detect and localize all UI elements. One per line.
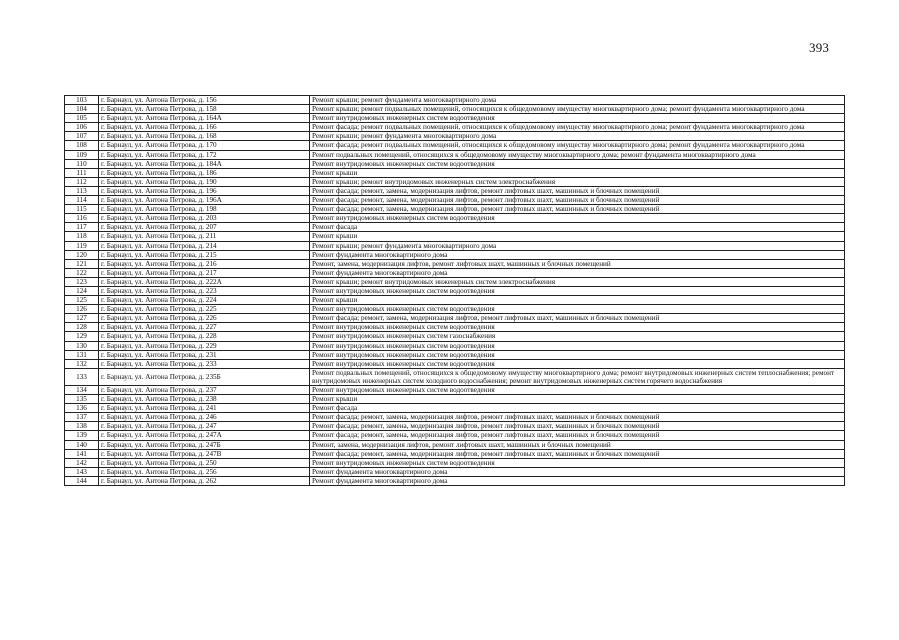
address-cell: г. Барнаул, ул. Антона Петрова, д. 198: [99, 205, 310, 214]
address-cell: г. Барнаул, ул. Антона Петрова, д. 241: [99, 404, 310, 413]
row-number-cell: 106: [65, 123, 99, 132]
address-cell: г. Барнаул, ул. Антона Петрова, д. 217: [99, 268, 310, 277]
address-cell: г. Барнаул, ул. Антона Петрова, д. 170: [99, 141, 310, 150]
works-cell: Ремонт фасада; ремонт, замена, модернизация лифтов, ремонт лифтовых шахт, машинных и блочных помещений: [310, 314, 845, 323]
works-cell: Ремонт фундамента многоквартирного дома: [310, 250, 845, 259]
row-number-cell: 116: [65, 214, 99, 223]
works-cell: Ремонт, замена, модернизация лифтов, ремонт лифтовых шахт, машинных и блочных помещений: [310, 440, 845, 449]
address-cell: г. Барнаул, ул. Антона Петрова, д. 222А: [99, 277, 310, 286]
row-number-cell: 108: [65, 141, 99, 150]
address-cell: г. Барнаул, ул. Антона Петрова, д. 235Б: [99, 368, 310, 385]
works-cell: Ремонт фасада; ремонт, замена, модернизация лифтов, ремонт лифтовых шахт, машинных и блочных помещений: [310, 205, 845, 214]
address-cell: г. Барнаул, ул. Антона Петрова, д. 229: [99, 341, 310, 350]
table-row: [65, 186, 845, 195]
address-cell: г. Барнаул, ул. Антона Петрова, д. 223: [99, 286, 310, 295]
row-number-cell: 133: [65, 368, 99, 385]
table-row: [65, 250, 845, 259]
row-number-cell: 120: [65, 250, 99, 259]
table-row: [65, 422, 845, 431]
table-row: [65, 205, 845, 214]
row-number-cell: 136: [65, 404, 99, 413]
table-row: [65, 223, 845, 232]
works-cell: Ремонт фасада; ремонт, замена, модернизация лифтов, ремонт лифтовых шахт, машинных и блочных помещений: [310, 422, 845, 431]
row-number-cell: 126: [65, 305, 99, 314]
address-cell: г. Барнаул, ул. Антона Петрова, д. 215: [99, 250, 310, 259]
works-cell: Ремонт внутридомовых инженерных систем водоотведения: [310, 458, 845, 467]
table-row: [65, 150, 845, 159]
works-cell: Ремонт подвальных помещений, относящихся к общедомовому имуществу многоквартирного дома; ремонт фундамента многоквартирного дома: [310, 150, 845, 159]
row-number-cell: 112: [65, 177, 99, 186]
works-cell: Ремонт внутридомовых инженерных систем водоотведения: [310, 286, 845, 295]
row-number-cell: 140: [65, 440, 99, 449]
works-cell: Ремонт внутридомовых инженерных систем водоотведения: [310, 350, 845, 359]
row-number-cell: 117: [65, 223, 99, 232]
row-number-cell: 121: [65, 259, 99, 268]
table-row: [65, 114, 845, 123]
row-number-cell: 107: [65, 132, 99, 141]
table-row: [65, 440, 845, 449]
row-number-cell: 115: [65, 205, 99, 214]
row-number-cell: 111: [65, 168, 99, 177]
works-cell: Ремонт фасада; ремонт, замена, модернизация лифтов, ремонт лифтовых шахт, машинных и блочных помещений: [310, 413, 845, 422]
row-number-cell: 123: [65, 277, 99, 286]
address-cell: г. Барнаул, ул. Антона Петрова, д. 216: [99, 259, 310, 268]
works-cell: Ремонт фасада: [310, 223, 845, 232]
works-cell: Ремонт крыши; ремонт внутридомовых инженерных систем электроснабжения: [310, 277, 845, 286]
address-cell: г. Барнаул, ул. Антона Петрова, д. 186: [99, 168, 310, 177]
row-number-cell: 113: [65, 186, 99, 195]
table-row: [65, 123, 845, 132]
table-row: [65, 323, 845, 332]
address-cell: г. Барнаул, ул. Антона Петрова, д. 207: [99, 223, 310, 232]
address-cell: г. Барнаул, ул. Антона Петрова, д. 228: [99, 332, 310, 341]
works-cell: Ремонт внутридомовых инженерных систем газоснабжения: [310, 332, 845, 341]
address-cell: г. Барнаул, ул. Антона Петрова, д. 247Б: [99, 440, 310, 449]
table-row: [65, 395, 845, 404]
address-cell: г. Барнаул, ул. Антона Петрова, д. 196А: [99, 196, 310, 205]
table-row: [65, 458, 845, 467]
table-row: [65, 96, 845, 105]
address-cell: г. Барнаул, ул. Антона Петрова, д. 247В: [99, 449, 310, 458]
table-row: [65, 413, 845, 422]
address-cell: г. Барнаул, ул. Антона Петрова, д. 166: [99, 123, 310, 132]
table-row: [65, 268, 845, 277]
works-cell: Ремонт фасада: [310, 404, 845, 413]
works-cell: Ремонт подвальных помещений, относящихся к общедомовому имуществу многоквартирного дома; ремонт внутридомовых инженерных систем теплоснабжения; ремонт внутридомовых инженерных систем холодного водоснабжения; ремонт внутридомовых инженерных систем горячего водоснабжения: [310, 368, 845, 385]
row-number-cell: 104: [65, 105, 99, 114]
table-row: [65, 476, 845, 485]
address-cell: г. Барнаул, ул. Антона Петрова, д. 158: [99, 105, 310, 114]
works-cell: Ремонт крыши: [310, 395, 845, 404]
address-cell: г. Барнаул, ул. Антона Петрова, д. 237: [99, 386, 310, 395]
table-row: [65, 277, 845, 286]
table-row: [65, 132, 845, 141]
works-cell: Ремонт фундамента многоквартирного дома: [310, 476, 845, 485]
address-cell: г. Барнаул, ул. Антона Петрова, д. 246: [99, 413, 310, 422]
table-row: [65, 449, 845, 458]
address-cell: г. Барнаул, ул. Антона Петрова, д. 190: [99, 177, 310, 186]
row-number-cell: 109: [65, 150, 99, 159]
row-number-cell: 135: [65, 395, 99, 404]
works-cell: Ремонт, замена, модернизация лифтов, ремонт лифтовых шахт, машинных и блочных помещений: [310, 259, 845, 268]
table-row: [65, 177, 845, 186]
repair-registry-table: [64, 95, 845, 486]
works-cell: Ремонт фасада; ремонт подвальных помещений, относящихся к общедомовому имуществу многоквартирного дома; ремонт фундамента многоквартирного дома: [310, 123, 845, 132]
row-number-cell: 122: [65, 268, 99, 277]
address-cell: г. Барнаул, ул. Антона Петрова, д. 247А: [99, 431, 310, 440]
works-cell: Ремонт фундамента многоквартирного дома: [310, 467, 845, 476]
works-cell: Ремонт фасада; ремонт, замена, модернизация лифтов, ремонт лифтовых шахт, машинных и блочных помещений: [310, 431, 845, 440]
registry-body: [65, 96, 845, 486]
row-number-cell: 142: [65, 458, 99, 467]
address-cell: г. Барнаул, ул. Антона Петрова, д. 247: [99, 422, 310, 431]
table-row: [65, 386, 845, 395]
works-cell: Ремонт крыши; ремонт подвальных помещений, относящихся к общедомовому имуществу многоквартирного дома; ремонт фундамента многоквартирного дома: [310, 105, 845, 114]
table-row: [65, 159, 845, 168]
row-number-cell: 119: [65, 241, 99, 250]
row-number-cell: 132: [65, 359, 99, 368]
works-cell: Ремонт крыши; ремонт фундамента многоквартирного дома: [310, 132, 845, 141]
works-cell: Ремонт фасада; ремонт, замена, модернизация лифтов, ремонт лифтовых шахт, машинных и блочных помещений: [310, 196, 845, 205]
row-number-cell: 114: [65, 196, 99, 205]
row-number-cell: 124: [65, 286, 99, 295]
address-cell: г. Барнаул, ул. Антона Петрова, д. 214: [99, 241, 310, 250]
address-cell: г. Барнаул, ул. Антона Петрова, д. 238: [99, 395, 310, 404]
row-number-cell: 110: [65, 159, 99, 168]
table-row: [65, 141, 845, 150]
table-row: [65, 305, 845, 314]
table-row: [65, 359, 845, 368]
address-cell: г. Барнаул, ул. Антона Петрова, д. 196: [99, 186, 310, 195]
row-number-cell: 134: [65, 386, 99, 395]
works-cell: Ремонт крыши: [310, 168, 845, 177]
table-row: [65, 341, 845, 350]
address-cell: г. Барнаул, ул. Антона Петрова, д. 227: [99, 323, 310, 332]
address-cell: г. Барнаул, ул. Антона Петрова, д. 172: [99, 150, 310, 159]
row-number-cell: 118: [65, 232, 99, 241]
row-number-cell: 141: [65, 449, 99, 458]
address-cell: г. Барнаул, ул. Антона Петрова, д. 256: [99, 467, 310, 476]
row-number-cell: 128: [65, 323, 99, 332]
table-row: [65, 431, 845, 440]
row-number-cell: 137: [65, 413, 99, 422]
works-cell: Ремонт фасада; ремонт подвальных помещений, относящихся к общедомовому имуществу многоквартирного дома; ремонт фундамента многоквартирного дома: [310, 141, 845, 150]
row-number-cell: 105: [65, 114, 99, 123]
table-row: [65, 296, 845, 305]
table-row: [65, 286, 845, 295]
works-cell: Ремонт крыши: [310, 232, 845, 241]
table-row: [65, 332, 845, 341]
address-cell: г. Барнаул, ул. Антона Петрова, д. 211: [99, 232, 310, 241]
table-row: [65, 368, 845, 385]
row-number-cell: 131: [65, 350, 99, 359]
works-cell: Ремонт крыши; ремонт фундамента многоквартирного дома: [310, 241, 845, 250]
works-cell: Ремонт внутридомовых инженерных систем водоотведения: [310, 359, 845, 368]
works-cell: Ремонт фасада; ремонт, замена, модернизация лифтов, ремонт лифтовых шахт, машинных и блочных помещений: [310, 186, 845, 195]
row-number-cell: 143: [65, 467, 99, 476]
table-row: [65, 259, 845, 268]
table-row: [65, 467, 845, 476]
works-cell: Ремонт крыши; ремонт внутридомовых инженерных систем электроснабжения: [310, 177, 845, 186]
address-cell: г. Барнаул, ул. Антона Петрова, д. 226: [99, 314, 310, 323]
address-cell: г. Барнаул, ул. Антона Петрова, д. 168: [99, 132, 310, 141]
row-number-cell: 138: [65, 422, 99, 431]
works-cell: Ремонт внутридомовых инженерных систем водоотведения: [310, 214, 845, 223]
table-row: [65, 168, 845, 177]
table-row: [65, 214, 845, 223]
works-cell: Ремонт фасада; ремонт, замена, модернизация лифтов, ремонт лифтовых шахт, машинных и блочных помещений: [310, 449, 845, 458]
table-row: [65, 350, 845, 359]
row-number-cell: 139: [65, 431, 99, 440]
works-cell: Ремонт внутридомовых инженерных систем водоотведения: [310, 159, 845, 168]
address-cell: г. Барнаул, ул. Антона Петрова, д. 225: [99, 305, 310, 314]
address-cell: г. Барнаул, ул. Антона Петрова, д. 184А: [99, 159, 310, 168]
row-number-cell: 144: [65, 476, 99, 485]
works-cell: Ремонт внутридомовых инженерных систем водоотведения: [310, 323, 845, 332]
address-cell: г. Барнаул, ул. Антона Петрова, д. 224: [99, 296, 310, 305]
address-cell: г. Барнаул, ул. Антона Петрова, д. 156: [99, 96, 310, 105]
table-row: [65, 105, 845, 114]
address-cell: г. Барнаул, ул. Антона Петрова, д. 262: [99, 476, 310, 485]
table-row: [65, 404, 845, 413]
works-cell: Ремонт внутридомовых инженерных систем водоотведения: [310, 305, 845, 314]
address-cell: г. Барнаул, ул. Антона Петрова, д. 164А: [99, 114, 310, 123]
works-cell: Ремонт внутридомовых инженерных систем водоотведения: [310, 114, 845, 123]
page-number: 393: [809, 40, 830, 55]
row-number-cell: 129: [65, 332, 99, 341]
row-number-cell: 125: [65, 296, 99, 305]
row-number-cell: 103: [65, 96, 99, 105]
works-cell: Ремонт внутридомовых инженерных систем водоотведения: [310, 386, 845, 395]
works-cell: Ремонт внутридомовых инженерных систем водоотведения: [310, 341, 845, 350]
table-row: [65, 232, 845, 241]
address-cell: г. Барнаул, ул. Антона Петрова, д. 203: [99, 214, 310, 223]
address-cell: г. Барнаул, ул. Антона Петрова, д. 231: [99, 350, 310, 359]
row-number-cell: 127: [65, 314, 99, 323]
table-row: [65, 241, 845, 250]
table-row: [65, 196, 845, 205]
works-cell: Ремонт крыши: [310, 296, 845, 305]
works-cell: Ремонт крыши; ремонт фундамента многоквартирного дома: [310, 96, 845, 105]
row-number-cell: 130: [65, 341, 99, 350]
address-cell: г. Барнаул, ул. Антона Петрова, д. 233: [99, 359, 310, 368]
address-cell: г. Барнаул, ул. Антона Петрова, д. 250: [99, 458, 310, 467]
works-cell: Ремонт фундамента многоквартирного дома: [310, 268, 845, 277]
table-row: [65, 314, 845, 323]
